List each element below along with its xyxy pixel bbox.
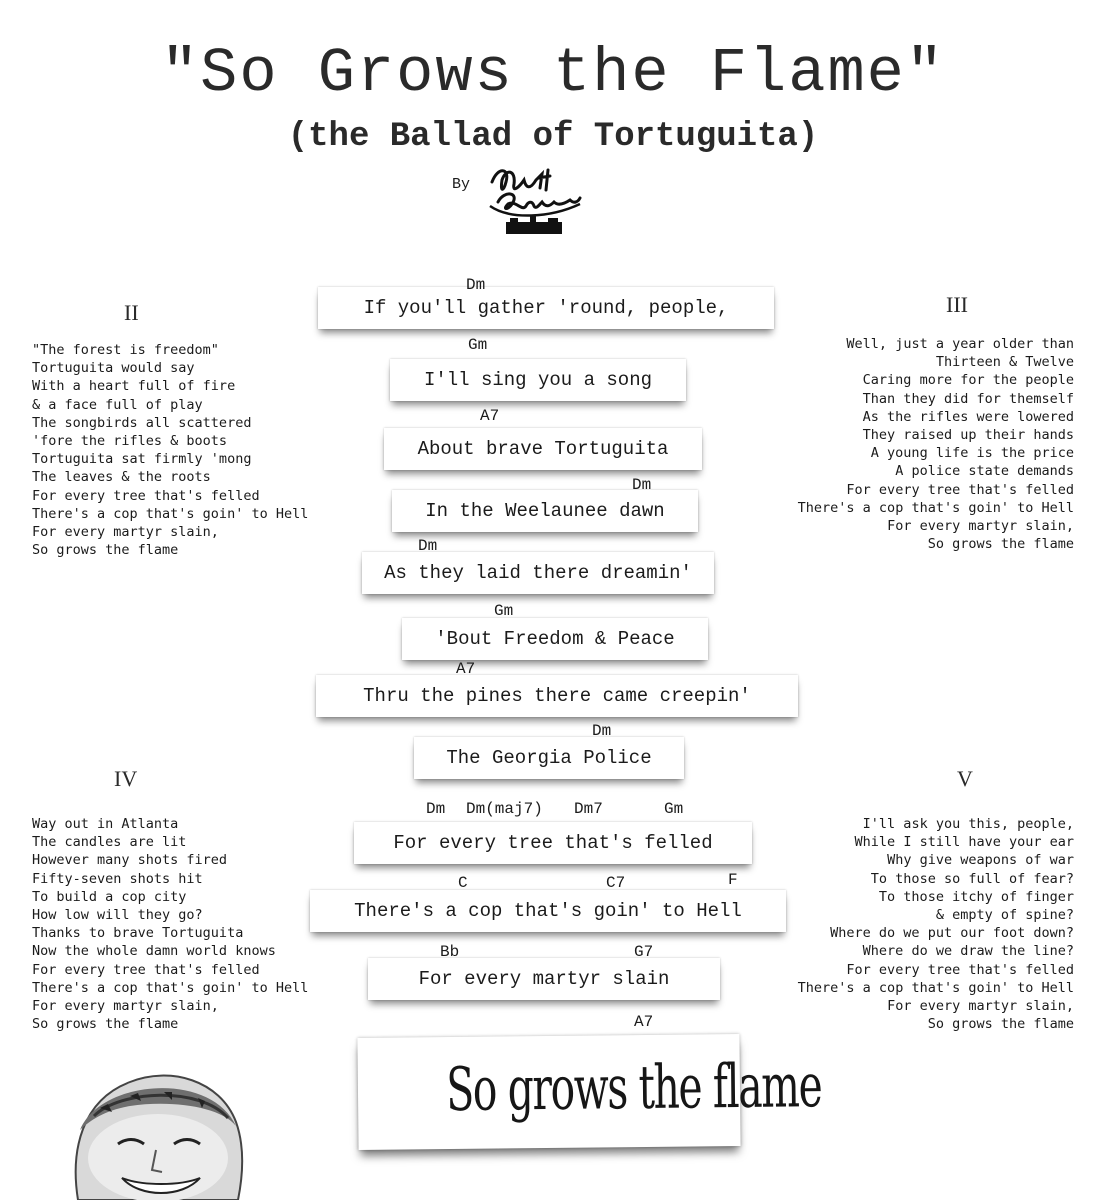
chord-label: Dm [592, 722, 612, 740]
chord-label: Dm [466, 276, 486, 294]
verse-line: I'll ask you this, people, [862, 816, 1074, 832]
song-title: "So Grows the Flame" [160, 38, 946, 109]
artist-portrait-image [60, 1060, 260, 1204]
verse-line: For every tree that's felled [846, 481, 1074, 498]
verse-line: A young life is the price [870, 445, 1074, 462]
verse-line: Way out in Atlanta [32, 816, 179, 832]
chord-label: Gm [664, 800, 684, 818]
verse-line: So grows the flame [32, 542, 179, 559]
verse-line: For every martyr slain, [887, 998, 1074, 1015]
verse-line: However many shots fired [32, 852, 228, 869]
verse-line: The songbirds all scattered [32, 414, 252, 431]
verse-line: For every martyr slain, [32, 524, 219, 541]
verse-line: Where do we draw the line? [862, 943, 1074, 960]
verse-line: Where do we put our foot down? [830, 925, 1074, 942]
verse-line: "The forest is freedom" [32, 342, 219, 358]
verse-line: As the rifles were lowered [862, 408, 1074, 425]
verse-line: For every martyr slain, [887, 518, 1074, 535]
verse-line: Tortuguita would say [32, 360, 195, 377]
lyric-strip: As they laid there dreamin' [362, 552, 714, 594]
chord-label: A7 [456, 660, 476, 678]
chord-label: G7 [634, 943, 654, 961]
chord-label: Dm [426, 800, 446, 818]
verse-line: They raised up their hands [862, 427, 1074, 444]
verse-line: For every tree that's felled [846, 961, 1074, 978]
verse-line: While I still have your ear [854, 834, 1074, 851]
verse-line: So grows the flame [927, 536, 1074, 553]
chord-label: Gm [468, 336, 488, 354]
lyric-strip: The Georgia Police [414, 737, 684, 779]
chord-label: Gm [494, 602, 514, 620]
lyric-strip: If you'll gather 'round, people, [318, 287, 774, 329]
verse-line: Than they did for themself [862, 390, 1074, 407]
lyric-strip: Thru the pines there came creepin' [316, 675, 798, 717]
chord-label: C [458, 874, 468, 892]
chord-label: Dm [632, 476, 652, 494]
verse-line: Thanks to brave Tortuguita [32, 925, 244, 942]
verse-line: There's a cop that's goin' to Hell [32, 505, 309, 522]
verse-line: The leaves & the roots [32, 469, 211, 486]
lyric-strip: There's a cop that's goin' to Hell [310, 890, 786, 932]
section-v-label: V [957, 766, 973, 791]
section-ii-label: II [124, 300, 139, 325]
verse-line: Thirteen & Twelve [935, 354, 1074, 371]
verse-line: With a heart full of fire [32, 378, 236, 395]
verse-line: To those itchy of finger [878, 888, 1074, 905]
lyric-strip: About brave Tortuguita [384, 428, 702, 470]
chord-label: A7 [634, 1013, 654, 1031]
chord-label: Dm [418, 537, 438, 555]
section-iii-label: III [946, 292, 968, 317]
verse-line: For every tree that's felled [32, 487, 260, 504]
chord-label: F [728, 871, 738, 889]
final-lyric-strip [357, 1034, 822, 1150]
lyric-strip: For every tree that's felled [354, 822, 752, 864]
chord-label: Dm7 [574, 800, 603, 818]
verse-line: Caring more for the people [862, 372, 1074, 389]
verse-line: 'fore the rifles & boots [32, 433, 228, 450]
verse-line: There's a cop that's goin' to Hell [797, 979, 1074, 996]
lyric-strip: For every martyr slain [368, 958, 720, 1000]
song-subtitle: (the Ballad of Tortuguita) [287, 118, 819, 156]
chord-label: Bb [440, 943, 460, 961]
section-iv-label: IV [114, 766, 138, 791]
verse-line: A police state demands [895, 463, 1074, 480]
verse-line: Now the whole damn world knows [32, 943, 276, 960]
artist-signature-logo [480, 160, 585, 244]
final-lyric: So grows the flame [445, 1051, 822, 1126]
verse-v [798, 815, 1074, 1033]
verse-line: For every tree that's felled [32, 961, 260, 978]
verse-line: Tortuguita sat firmly 'mong [32, 451, 252, 468]
verse-line: Well, just a year older than [846, 336, 1074, 352]
verse-iv [32, 815, 308, 1033]
lyric-strip: In the Weelaunee dawn [392, 490, 698, 532]
chord-label: Dm(maj7) [466, 800, 543, 818]
verse-line: The candles are lit [32, 834, 187, 851]
verse-line: There's a cop that's goin' to Hell [797, 499, 1074, 516]
verse-line: So grows the flame [32, 1016, 179, 1033]
verse-line: To those so full of fear? [870, 870, 1074, 887]
byline: By [452, 176, 471, 193]
verse-line: & empty of spine? [935, 907, 1074, 924]
verse-iii [798, 335, 1074, 553]
verse-line: To build a cop city [32, 888, 187, 905]
verse-line: How low will they go? [32, 907, 203, 924]
lyric-strip: I'll sing you a song [390, 359, 686, 401]
verse-line: For every martyr slain, [32, 998, 219, 1015]
verse-ii [32, 341, 308, 559]
verse-line: Fifty-seven shots hit [32, 870, 203, 887]
chord-label: C7 [606, 874, 626, 892]
verse-line: Why give weapons of war [887, 852, 1074, 869]
verse-line: & a face full of play [32, 396, 203, 413]
verse-line: There's a cop that's goin' to Hell [32, 979, 309, 996]
verse-line: So grows the flame [927, 1016, 1074, 1033]
chord-label: A7 [480, 407, 500, 425]
lyric-strip: 'Bout Freedom & Peace [402, 618, 708, 660]
